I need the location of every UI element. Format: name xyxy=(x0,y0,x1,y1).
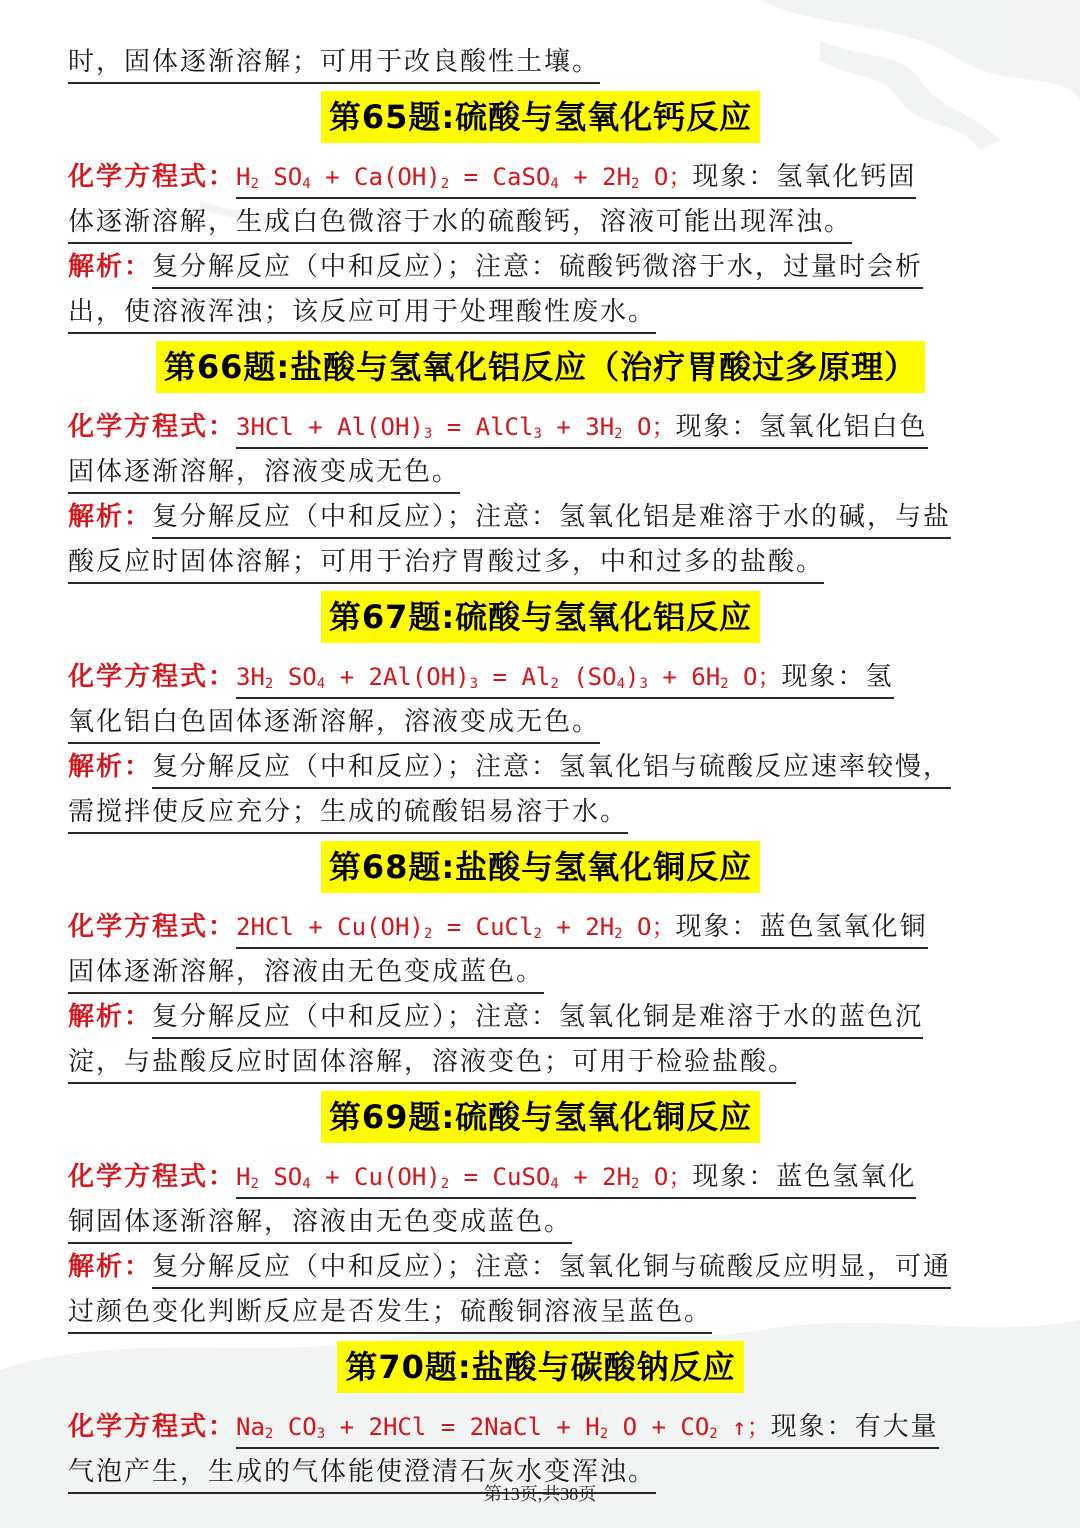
question-67-analysis-line-2: 需搅拌使反应充分；生成的硫酸铝易溶于水。 xyxy=(68,790,1013,835)
question-67-title: 第67题:硫酸与氢氧化铝反应 xyxy=(321,591,760,643)
question-66-analysis-line-2: 酸反应时固体溶解；可用于治疗胃酸过多，中和过多的盐酸。 xyxy=(68,540,1013,585)
question-69-analysis-line-2: 过颜色变化判断反应是否发生；硫酸铜溶液呈蓝色。 xyxy=(68,1290,1013,1335)
question-69-equation: $H_2$ $SO_4 + Cu(OH)_2$ = CuSO$_4$ + $2H_2$ O；现象：蓝色氢氧化 xyxy=(236,1157,916,1199)
question-65-title: 第65题:硫酸与氢氧化钙反应 xyxy=(321,91,760,143)
analysis-label: 解析： xyxy=(68,502,153,532)
question-66-analysis-line-1: 解析：复分解反应（中和反应）；注意：氢氧化铝是难溶于水的碱，与盐 xyxy=(68,495,1013,540)
question-69-analysis-line-1: 解析：复分解反应（中和反应）；注意：氢氧化铜与硫酸反应明显，可通 xyxy=(68,1245,1013,1290)
question-65-phenomenon-line: 体逐渐溶解，生成白色微溶于水的硫酸钙，溶液可能出现浑浊。 xyxy=(68,200,1013,245)
equation-label: 化学方程式： xyxy=(68,162,237,192)
document-body xyxy=(68,40,1013,1495)
question-68-equation: $2HCl + Cu(OH)_2$ = CuCl$_2$ + $2H_2$ O；现象：蓝色氢氧化铜 xyxy=(236,907,927,949)
equation-label: 化学方程式： xyxy=(68,1162,237,1192)
intro-line xyxy=(68,40,1013,85)
question-68-equation-line xyxy=(68,905,1013,950)
question-68-heading-row xyxy=(68,841,1013,901)
question-68-analysis-line-1: 解析：复分解反应（中和反应）；注意：氢氧化铜是难溶于水的蓝色沉 xyxy=(68,995,1013,1040)
question-67-heading-row xyxy=(68,591,1013,651)
question-68-title: 第68题:盐酸与氢氧化铜反应 xyxy=(321,841,760,893)
question-70-title: 第70题:盐酸与碳酸钠反应 xyxy=(337,1341,743,1393)
question-67-analysis-line-1: 解析：复分解反应（中和反应）；注意：氢氧化铝与硫酸反应速率较慢， xyxy=(68,745,1013,790)
analysis-label: 解析： xyxy=(68,1252,153,1282)
question-65-analysis-line-1: 解析：复分解反应（中和反应）；注意：硫酸钙微溶于水，过量时会析 xyxy=(68,245,1013,290)
question-69-heading-row xyxy=(68,1091,1013,1151)
question-67-equation: $3H_2$ $SO_4 + 2Al(OH)_3 = Al_2$ $(SO_4)_3 + 6H_2$ O；现象：氢 xyxy=(236,657,894,699)
analysis-label: 解析： xyxy=(68,252,153,282)
intro-text: 时，固体逐渐溶解；可用于改良酸性土壤。 xyxy=(68,42,600,84)
question-70-heading-row xyxy=(68,1341,1013,1401)
question-65-heading-row xyxy=(68,91,1013,151)
question-67-phenomenon-line: 氧化铝白色固体逐渐溶解，溶液变成无色。 xyxy=(68,700,1013,745)
equation-label: 化学方程式： xyxy=(68,412,237,442)
question-69-equation-line xyxy=(68,1155,1013,1200)
question-66-phenomenon-line: 固体逐渐溶解，溶液变成无色。 xyxy=(68,450,1013,495)
question-68-phenomenon-line: 固体逐渐溶解，溶液由无色变成蓝色。 xyxy=(68,950,1013,995)
question-66-title: 第66题:盐酸与氢氧化铝反应（治疗胃酸过多原理） xyxy=(156,341,925,393)
analysis-label: 解析： xyxy=(68,1002,153,1032)
question-69-title: 第69题:硫酸与氢氧化铜反应 xyxy=(321,1091,760,1143)
question-68-analysis-line-2: 淀，与盐酸反应时固体溶解，溶液变色；可用于检验盐酸。 xyxy=(68,1040,1013,1085)
question-66-equation: $3HCl + Al(OH)_3$ = AlCl$_3$ + $3H_2$ O；现象：氢氧化铝白色 xyxy=(236,407,927,449)
question-65-equation-line xyxy=(68,155,1013,200)
equation-label: 化学方程式： xyxy=(68,912,237,942)
equation-label: 化学方程式： xyxy=(68,662,237,692)
equation-label: 化学方程式： xyxy=(68,1412,237,1442)
question-70-equation: $Na_2$ $CO_3 + 2HCl$ = 2NaCl + $H_2$ $O + CO_2$ ↑；现象：有大量 xyxy=(236,1407,939,1449)
question-65-analysis-line-2: 出，使溶液浑浊；该反应可用于处理酸性废水。 xyxy=(68,290,1013,335)
question-66-equation-line xyxy=(68,405,1013,450)
page-number-footer: 第13页,共38页 xyxy=(483,1484,597,1504)
question-70-phenomenon-line: 气泡产生，生成的气体能使澄清石灰水变浑浊。 xyxy=(68,1450,1013,1495)
question-66-heading-row xyxy=(68,341,1013,401)
question-70-equation-line xyxy=(68,1405,1013,1450)
question-69-phenomenon-line: 铜固体逐渐溶解，溶液由无色变成蓝色。 xyxy=(68,1200,1013,1245)
question-65-equation: $H_2$ $SO_4 + Ca(OH)_2$ = CaSO$_4$ + $2H_2$ O；现象：氢氧化钙固 xyxy=(236,157,916,199)
question-67-equation-line xyxy=(68,655,1013,700)
analysis-label: 解析： xyxy=(68,752,153,782)
